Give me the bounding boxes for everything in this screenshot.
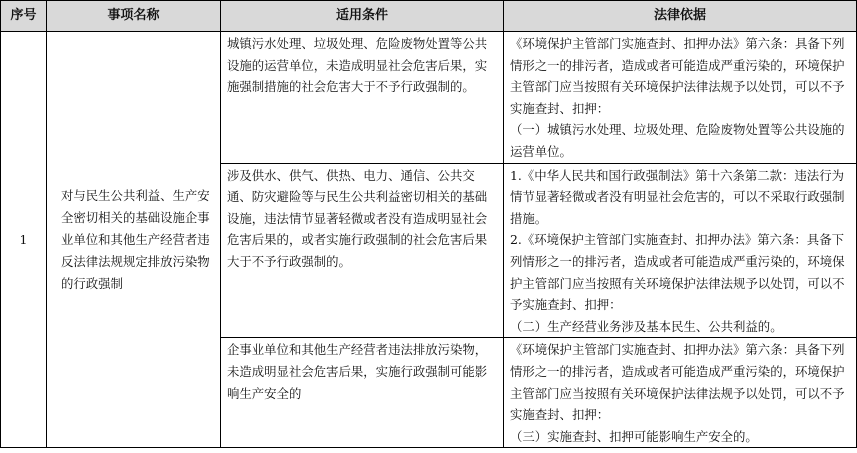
header-conditions: 适用条件 — [221, 1, 504, 32]
row-seq: 1 — [1, 32, 47, 448]
legal-basis-cell — [504, 338, 857, 448]
legal-basis-paragraph: 《环境保护主管部门实施查封、扣押办法》第六条：具备下列情形之一的排污者，造成或者可能造成严重污染的，环境保护主管部门应当按照有关环境保护法律法规予以处罚，可以不予实施查封、扣押： — [510, 342, 845, 423]
legal-basis-paragraph: （二）生产经营业务涉及基本民生、公共利益的。 — [510, 318, 783, 334]
header-legal-basis: 法律依据 — [504, 1, 857, 32]
legal-basis-cell — [504, 163, 857, 338]
header-seq: 序号 — [1, 1, 47, 32]
header-row — [1, 1, 857, 32]
legal-basis-paragraph: 《环境保护主管部门实施查封、扣押办法》第六条：具备下列情形之一的排污者，造成或者可能造成严重污染的，环境保护主管部门应当按照有关环境保护法律法规予以处罚，可以不予实施查封、扣押： — [510, 36, 845, 116]
condition-cell: 企事业单位和其他生产经营者违法排放污染物，未造成明显社会危害后果，实施行政强制可能影响生产安全的 — [221, 338, 504, 448]
legal-basis-paragraph: （一）城镇污水处理、垃圾处理、危险废物处置等公共设施的运营单位。 — [510, 122, 845, 159]
legal-basis-cell — [504, 32, 857, 164]
legal-basis-paragraph: （三）实施查封、扣押可能影响生产安全的。 — [510, 428, 758, 444]
table-row — [1, 32, 857, 164]
header-item-name: 事项名称 — [47, 1, 221, 32]
condition-cell: 城镇污水处理、垃圾处理、危险废物处置等公共设施的运营单位，未造成明显社会危害后果，实施强制措施的社会危害大于不予行政强制的。 — [221, 32, 504, 164]
legal-basis-paragraph: 2.《环境保护主管部门实施查封、扣押办法》第六条：具备下列情形之一的排污者，造成或者可能造成严重污染的，环境保护主管部门应当按照有关环境保护法律法规予以处罚，可以不予实施查封、扣押： — [510, 232, 845, 313]
condition-cell: 涉及供水、供气、供热、电力、通信、公共交通、防灾避险等与民生公共利益密切相关的基础设施，违法情节显著轻微或者没有造成明显社会危害后果的，或者实施行政强制的社会危害后果大于不予行政强制的。 — [221, 163, 504, 338]
row-item-name: 对与民生公共利益、生产安全密切相关的基础设施企事业单位和其他生产经营者违反法律法规规定排放污染物的行政强制 — [47, 32, 221, 448]
legal-basis-paragraph: 1.《中华人民共和国行政强制法》第十六条第二款：违法行为情节显著轻微或者没有明显社会危害的，可以不采取行政强制措施。 — [510, 167, 845, 226]
